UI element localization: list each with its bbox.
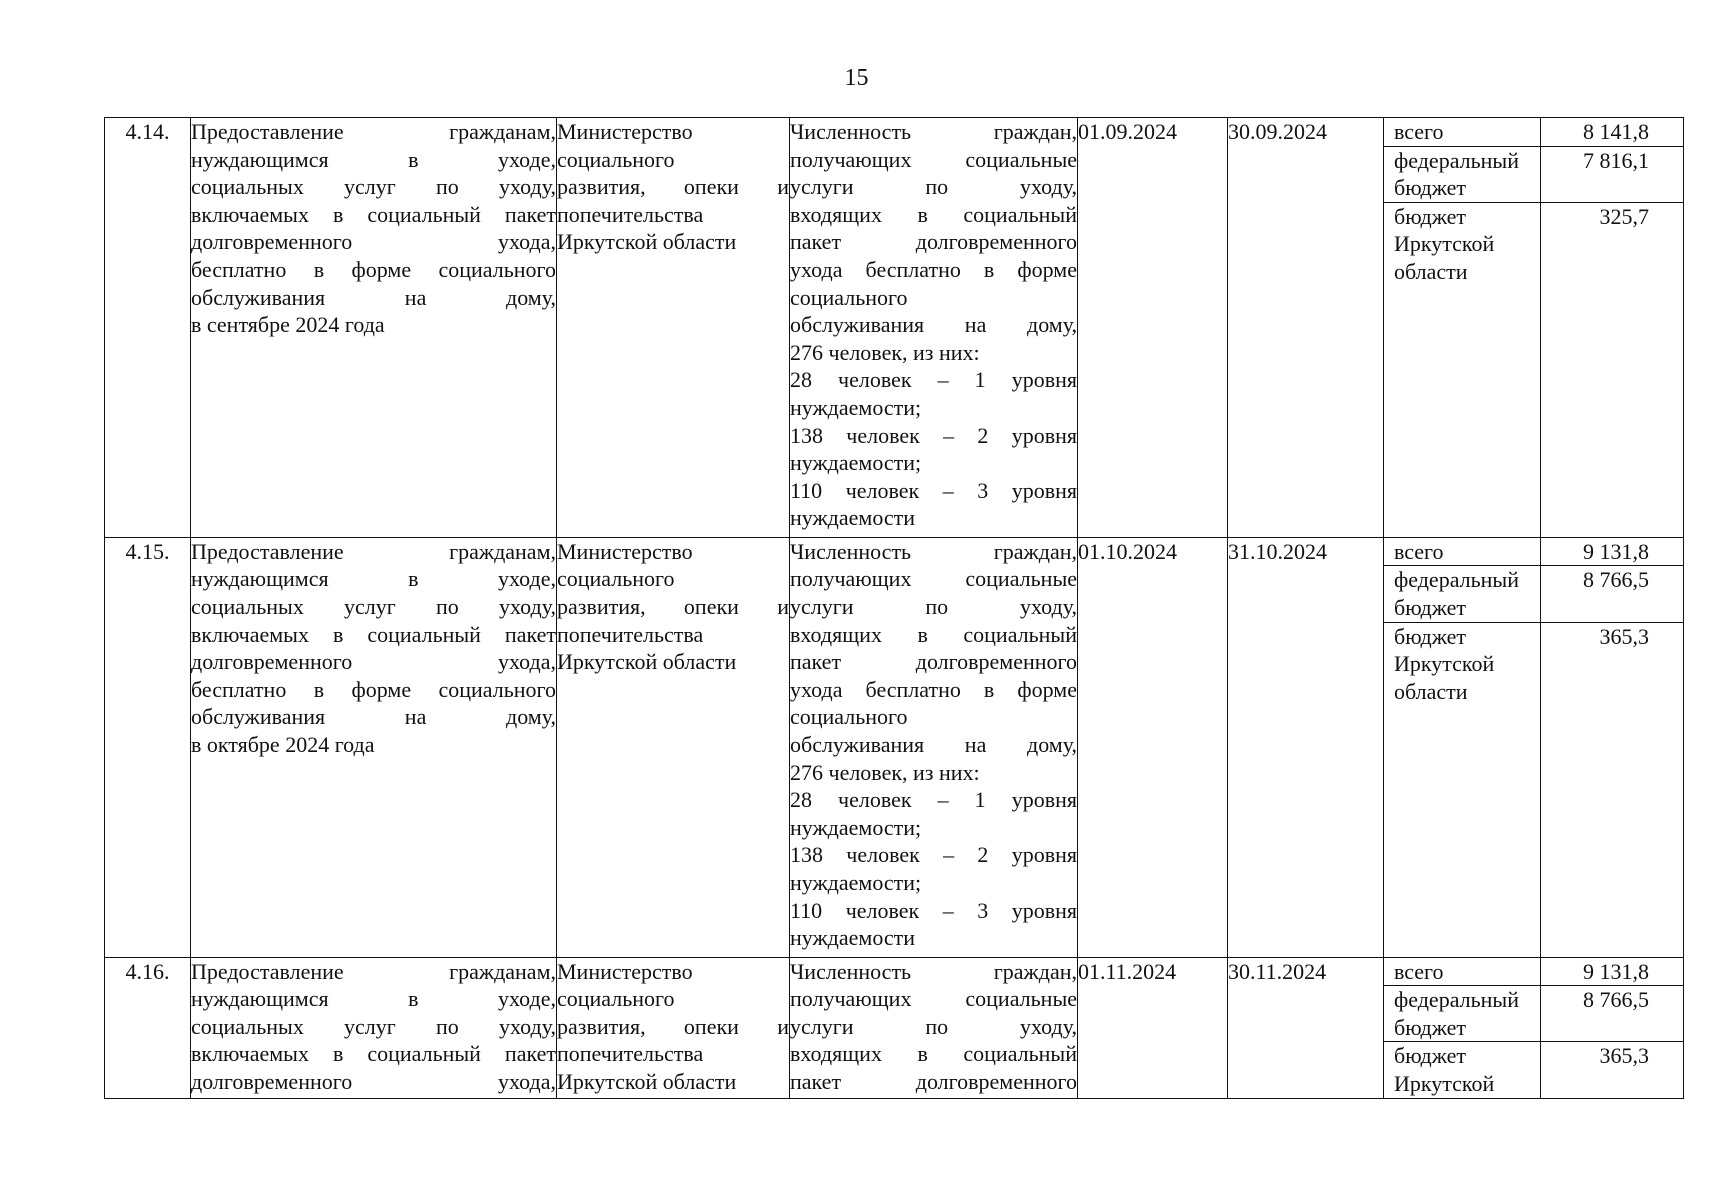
text-line: социальных услуг по уходу, bbox=[191, 174, 556, 200]
funding-row bbox=[1384, 566, 1683, 622]
text-line: развития, опеки и bbox=[557, 174, 789, 200]
funding-amount: 7 816,1 bbox=[1540, 146, 1683, 202]
funding-row bbox=[1384, 1042, 1683, 1098]
funding-amount: 365,3 bbox=[1540, 622, 1683, 957]
text-line: долговременного ухода, bbox=[191, 229, 556, 255]
funding-amount: 9 131,8 bbox=[1540, 958, 1683, 986]
activity-table bbox=[104, 117, 1684, 1099]
text-line: получающих социальные bbox=[790, 986, 1077, 1012]
funding-label: федеральный бюджет bbox=[1384, 146, 1540, 202]
text-line: попечительства bbox=[557, 201, 704, 227]
text-line: нуждающимся в уходе, bbox=[191, 566, 556, 592]
text-line: 138 человек – 2 уровня bbox=[790, 842, 1077, 868]
text-line: Иркутской области bbox=[557, 229, 737, 255]
end-date: 31.10.2024 bbox=[1228, 537, 1384, 957]
funding-row bbox=[1384, 538, 1683, 566]
funding-row bbox=[1384, 958, 1683, 986]
text-line: Министерство bbox=[557, 538, 693, 564]
start-date: 01.10.2024 bbox=[1078, 537, 1228, 957]
text-line: Численность граждан, bbox=[790, 538, 1077, 564]
result-indicator bbox=[790, 118, 1078, 538]
funding-amount: 9 131,8 bbox=[1540, 538, 1683, 566]
text-line: Численность граждан, bbox=[790, 119, 1077, 144]
text-line: социального bbox=[557, 986, 675, 1012]
funding-row bbox=[1384, 118, 1683, 146]
text-line: в сентябре 2024 года bbox=[191, 312, 385, 338]
funding-amount: 8 141,8 bbox=[1540, 118, 1683, 146]
text-line: социальных услуг по уходу, bbox=[191, 1013, 556, 1039]
result-indicator bbox=[790, 537, 1078, 957]
text-line: обслуживания на дому, bbox=[191, 704, 556, 730]
responsible-organization bbox=[557, 957, 790, 1098]
text-line: социального bbox=[557, 566, 675, 592]
text-line: пакет долговременного bbox=[790, 649, 1077, 675]
funding-amount: 8 766,5 bbox=[1540, 566, 1683, 622]
text-line: нуждаемости; bbox=[790, 814, 922, 840]
text-line: получающих социальные bbox=[790, 146, 1077, 172]
funding-row bbox=[1384, 622, 1683, 957]
text-line: входящих в социальный bbox=[790, 621, 1077, 647]
text-line: 110 человек – 3 уровня bbox=[790, 477, 1077, 503]
text-line: обслуживания на дому, bbox=[790, 731, 1077, 757]
text-line: ухода бесплатно в форме bbox=[790, 676, 1077, 702]
text-line: входящих в социальный bbox=[790, 1041, 1077, 1067]
text-line: долговременного ухода, bbox=[191, 1068, 556, 1094]
funding-label: бюджет Иркутской области bbox=[1394, 203, 1495, 284]
text-line: получающих социальные bbox=[790, 566, 1077, 592]
text-line: нуждаемости bbox=[790, 925, 916, 951]
text-line: социального bbox=[790, 284, 908, 310]
text-line: услуги по уходу, bbox=[790, 1013, 1077, 1039]
responsible-organization bbox=[557, 537, 790, 957]
text-line: обслуживания на дому, bbox=[191, 284, 556, 310]
text-line: социального bbox=[557, 146, 675, 172]
funding-cell bbox=[1384, 957, 1684, 1098]
text-line: нуждающимся в уходе, bbox=[191, 146, 556, 172]
funding-cell bbox=[1384, 118, 1684, 538]
text-line: нуждаемости; bbox=[790, 869, 922, 895]
text-line: Иркутской области bbox=[557, 649, 737, 675]
funding-amount: 325,7 bbox=[1540, 202, 1683, 537]
funding-row bbox=[1384, 146, 1683, 202]
funding-cell bbox=[1384, 537, 1684, 957]
text-line: Предоставление гражданам, bbox=[191, 538, 556, 564]
funding-amount: 8 766,5 bbox=[1540, 986, 1683, 1042]
text-line: обслуживания на дому, bbox=[790, 312, 1077, 338]
text-line: попечительства bbox=[557, 621, 704, 647]
text-line: пакет долговременного bbox=[790, 1068, 1077, 1094]
text-line: развития, опеки и bbox=[557, 593, 789, 619]
table-row bbox=[105, 537, 1684, 957]
text-line: попечительства bbox=[557, 1041, 704, 1067]
text-line: Министерство bbox=[557, 119, 693, 144]
text-line: нуждаемости; bbox=[790, 394, 922, 420]
text-line: 110 человек – 3 уровня bbox=[790, 897, 1077, 923]
text-line: нуждающимся в уходе, bbox=[191, 986, 556, 1012]
funding-label: всего bbox=[1384, 958, 1540, 986]
funding-table bbox=[1384, 118, 1683, 537]
text-line: Иркутской области bbox=[557, 1068, 737, 1094]
start-date: 01.11.2024 bbox=[1078, 957, 1228, 1098]
text-line: 28 человек – 1 уровня bbox=[790, 787, 1077, 813]
funding-label: бюджет Иркутской bbox=[1394, 1043, 1495, 1096]
result-indicator bbox=[790, 957, 1078, 1098]
text-line: ухода бесплатно в форме bbox=[790, 256, 1077, 282]
text-line: Министерство bbox=[557, 958, 693, 984]
text-line: 276 человек, из них: bbox=[790, 759, 980, 785]
row-number: 4.14. bbox=[105, 118, 191, 538]
text-line: социальных услуг по уходу, bbox=[191, 593, 556, 619]
text-line: Численность граждан, bbox=[790, 958, 1077, 984]
text-line: включаемых в социальный пакет bbox=[191, 201, 556, 227]
funding-label: всего bbox=[1384, 118, 1540, 146]
text-line: нуждаемости bbox=[790, 505, 916, 531]
activity-description bbox=[191, 957, 557, 1098]
text-line: входящих в социальный bbox=[790, 201, 1077, 227]
text-line: нуждаемости; bbox=[790, 450, 922, 476]
start-date: 01.09.2024 bbox=[1078, 118, 1228, 538]
text-line: развития, опеки и bbox=[557, 1013, 789, 1039]
funding-table bbox=[1384, 538, 1683, 957]
funding-table bbox=[1384, 958, 1683, 1098]
text-line: долговременного ухода, bbox=[191, 649, 556, 675]
text-line: услуги по уходу, bbox=[790, 174, 1077, 200]
text-line: в октябре 2024 года bbox=[191, 731, 375, 757]
text-line: 28 человек – 1 уровня bbox=[790, 367, 1077, 393]
funding-label: федеральный бюджет bbox=[1384, 566, 1540, 622]
text-line: пакет долговременного bbox=[790, 229, 1077, 255]
text-line: 138 человек – 2 уровня bbox=[790, 422, 1077, 448]
text-line: Предоставление гражданам, bbox=[191, 958, 556, 984]
funding-amount: 365,3 bbox=[1540, 1042, 1683, 1098]
text-line: включаемых в социальный пакет bbox=[191, 621, 556, 647]
funding-label: федеральный бюджет bbox=[1384, 986, 1540, 1042]
table-row bbox=[105, 118, 1684, 538]
text-line: бесплатно в форме социального bbox=[191, 676, 556, 702]
text-line: Предоставление гражданам, bbox=[191, 119, 556, 144]
funding-label: бюджет Иркутской области bbox=[1394, 623, 1495, 704]
row-number: 4.15. bbox=[105, 537, 191, 957]
row-number: 4.16. bbox=[105, 957, 191, 1098]
text-line: услуги по уходу, bbox=[790, 593, 1077, 619]
table-row bbox=[105, 957, 1684, 1098]
text-line: 276 человек, из них: bbox=[790, 339, 980, 365]
responsible-organization bbox=[557, 118, 790, 538]
text-line: бесплатно в форме социального bbox=[191, 256, 556, 282]
page-number: 15 bbox=[844, 65, 869, 91]
funding-row bbox=[1384, 986, 1683, 1042]
activity-description bbox=[191, 537, 557, 957]
activity-description bbox=[191, 118, 557, 538]
funding-label: всего bbox=[1384, 538, 1540, 566]
end-date: 30.11.2024 bbox=[1228, 957, 1384, 1098]
text-line: социального bbox=[790, 704, 908, 730]
funding-row bbox=[1384, 202, 1683, 537]
text-line: включаемых в социальный пакет bbox=[191, 1041, 556, 1067]
end-date: 30.09.2024 bbox=[1228, 118, 1384, 538]
